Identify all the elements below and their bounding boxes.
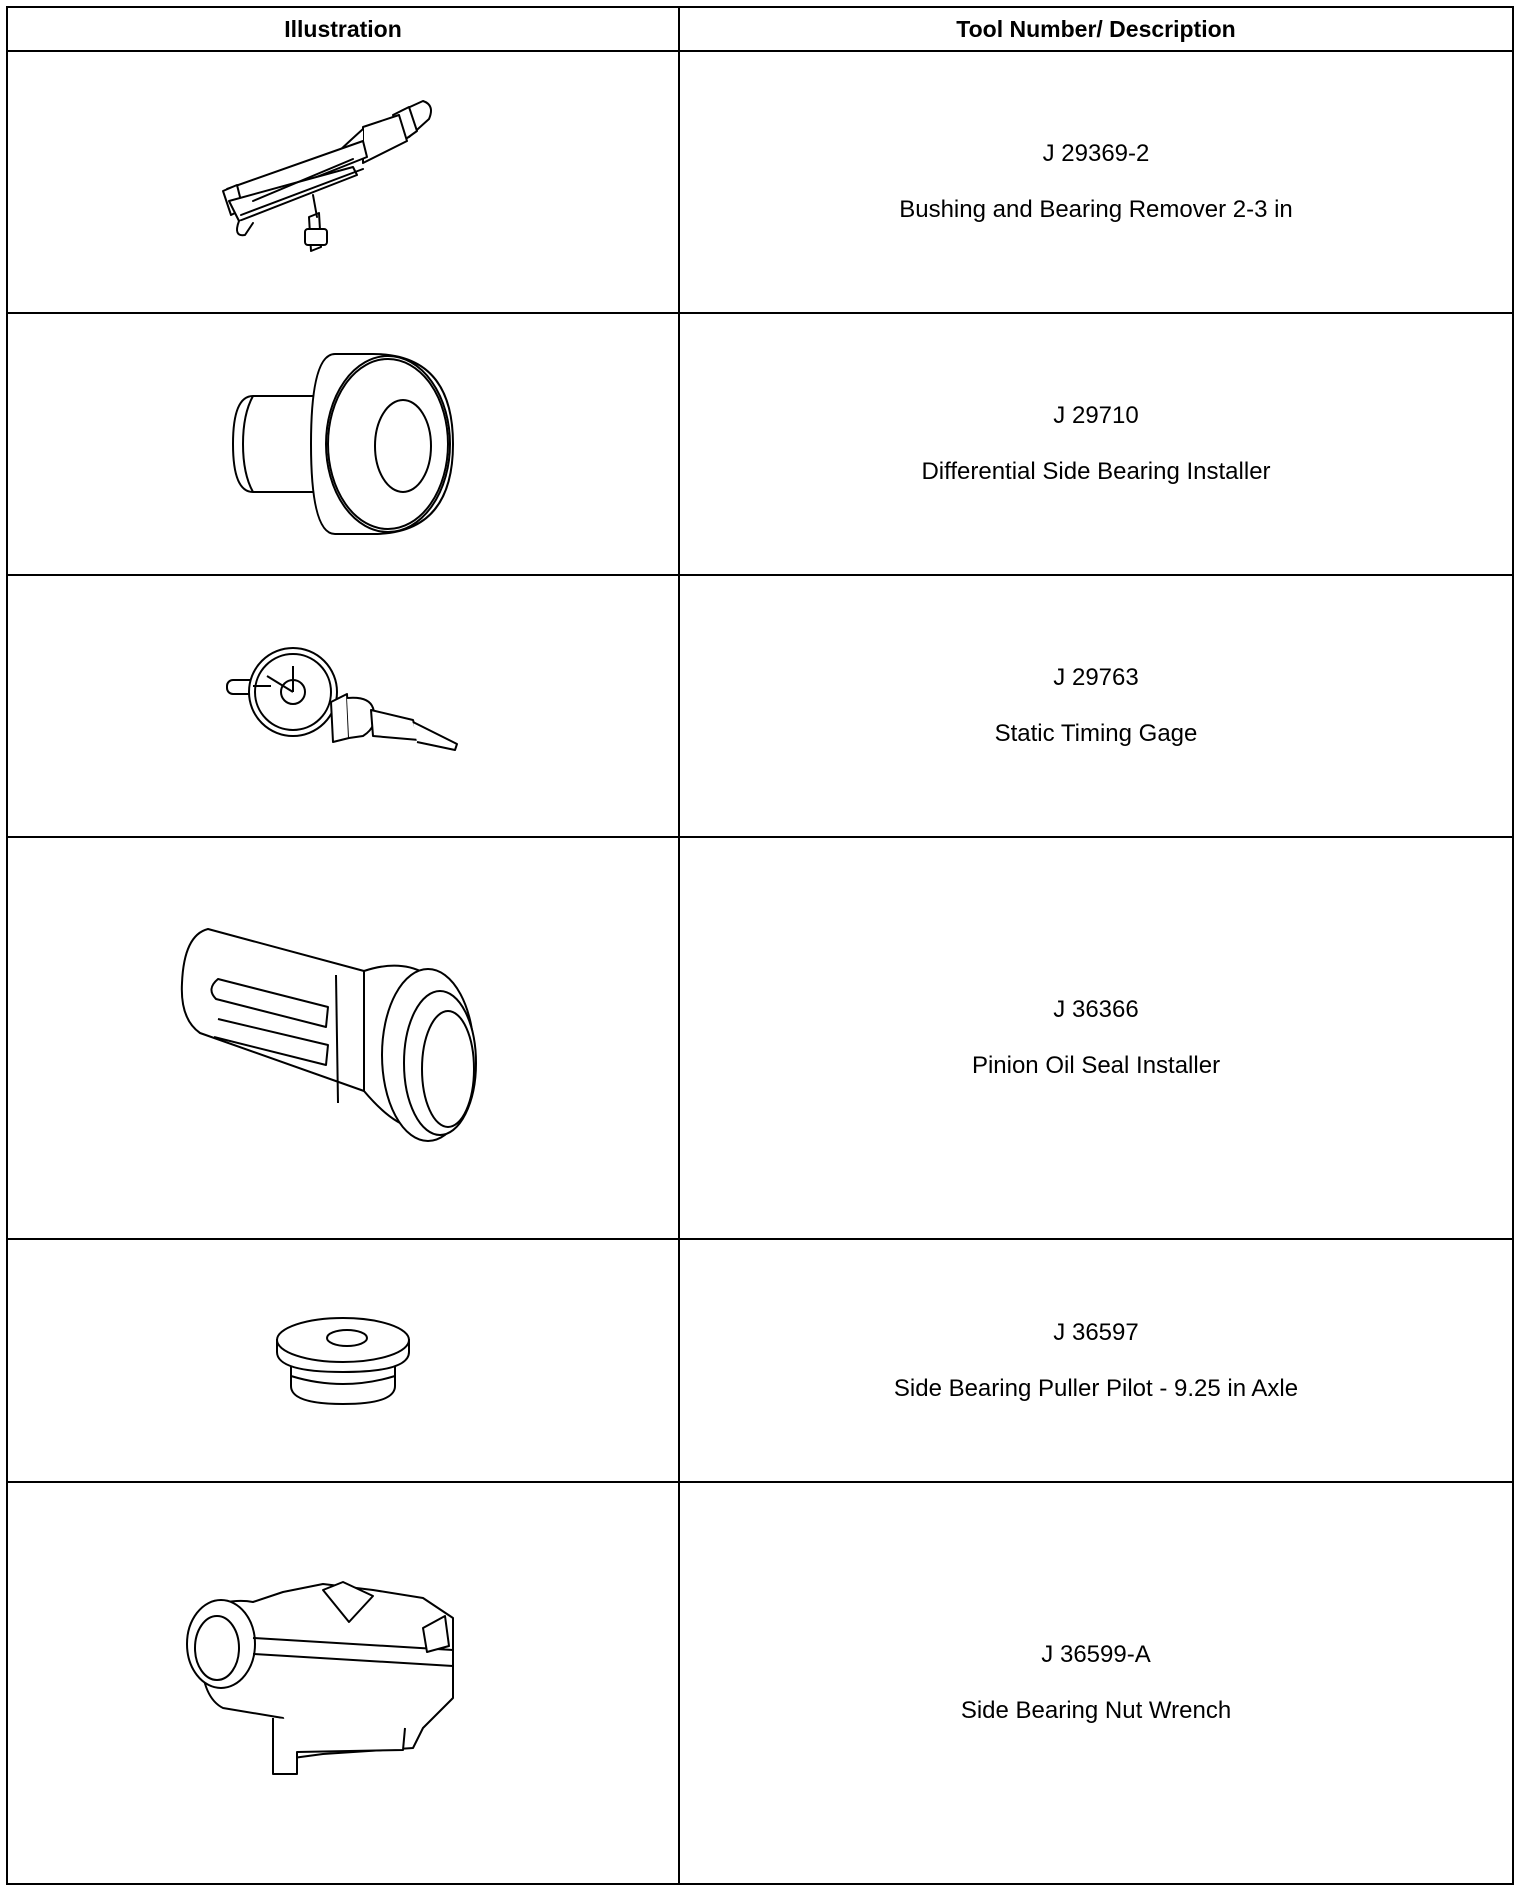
illustration-cell xyxy=(7,1239,679,1482)
tool-number: J 29763 xyxy=(1053,664,1139,691)
table-row xyxy=(7,1239,1513,1482)
table-header-row xyxy=(7,7,1513,51)
description-cell xyxy=(679,51,1513,313)
header-tool-description: Tool Number/ Description xyxy=(679,7,1513,51)
table-row xyxy=(7,51,1513,313)
bushing-bearing-remover-icon xyxy=(213,97,473,267)
timing-gage-icon xyxy=(223,646,463,766)
tool-number: J 36366 xyxy=(1053,996,1139,1023)
nut-wrench-icon xyxy=(173,1578,513,1788)
table-row xyxy=(7,313,1513,575)
illustration-cell xyxy=(7,51,679,313)
description-cell xyxy=(679,575,1513,837)
illustration-cell xyxy=(7,837,679,1239)
illustration-cell xyxy=(7,575,679,837)
tool-description: Side Bearing Nut Wrench xyxy=(960,1697,1232,1724)
tool-number: J 29710 xyxy=(1053,402,1139,429)
description-cell xyxy=(679,1239,1513,1482)
illustration-cell xyxy=(7,313,679,575)
pinion-seal-installer-icon xyxy=(178,923,508,1153)
tool-number: J 36599-A xyxy=(1041,1641,1151,1668)
header-illustration: Illustration xyxy=(7,7,679,51)
tool-number: J 29369-2 xyxy=(1042,140,1150,167)
tool-number: J 36597 xyxy=(1053,1318,1139,1346)
puller-pilot-icon xyxy=(273,1316,413,1406)
tool-description: Static Timing Gage xyxy=(994,720,1198,747)
description-cell xyxy=(679,1482,1513,1884)
table-row xyxy=(7,1482,1513,1884)
tool-description: Pinion Oil Seal Installer xyxy=(971,1052,1221,1079)
table-row xyxy=(7,837,1513,1239)
side-bearing-installer-icon xyxy=(223,344,463,544)
tool-description: Side Bearing Puller Pilot - 9.25 in Axle xyxy=(893,1374,1299,1402)
tool-description: Bushing and Bearing Remover 2-3 in xyxy=(899,196,1293,223)
table-row xyxy=(7,575,1513,837)
special-tools-table xyxy=(6,6,1514,1885)
illustration-cell xyxy=(7,1482,679,1884)
description-cell xyxy=(679,837,1513,1239)
description-cell xyxy=(679,313,1513,575)
tool-description: Differential Side Bearing Installer xyxy=(921,458,1271,485)
